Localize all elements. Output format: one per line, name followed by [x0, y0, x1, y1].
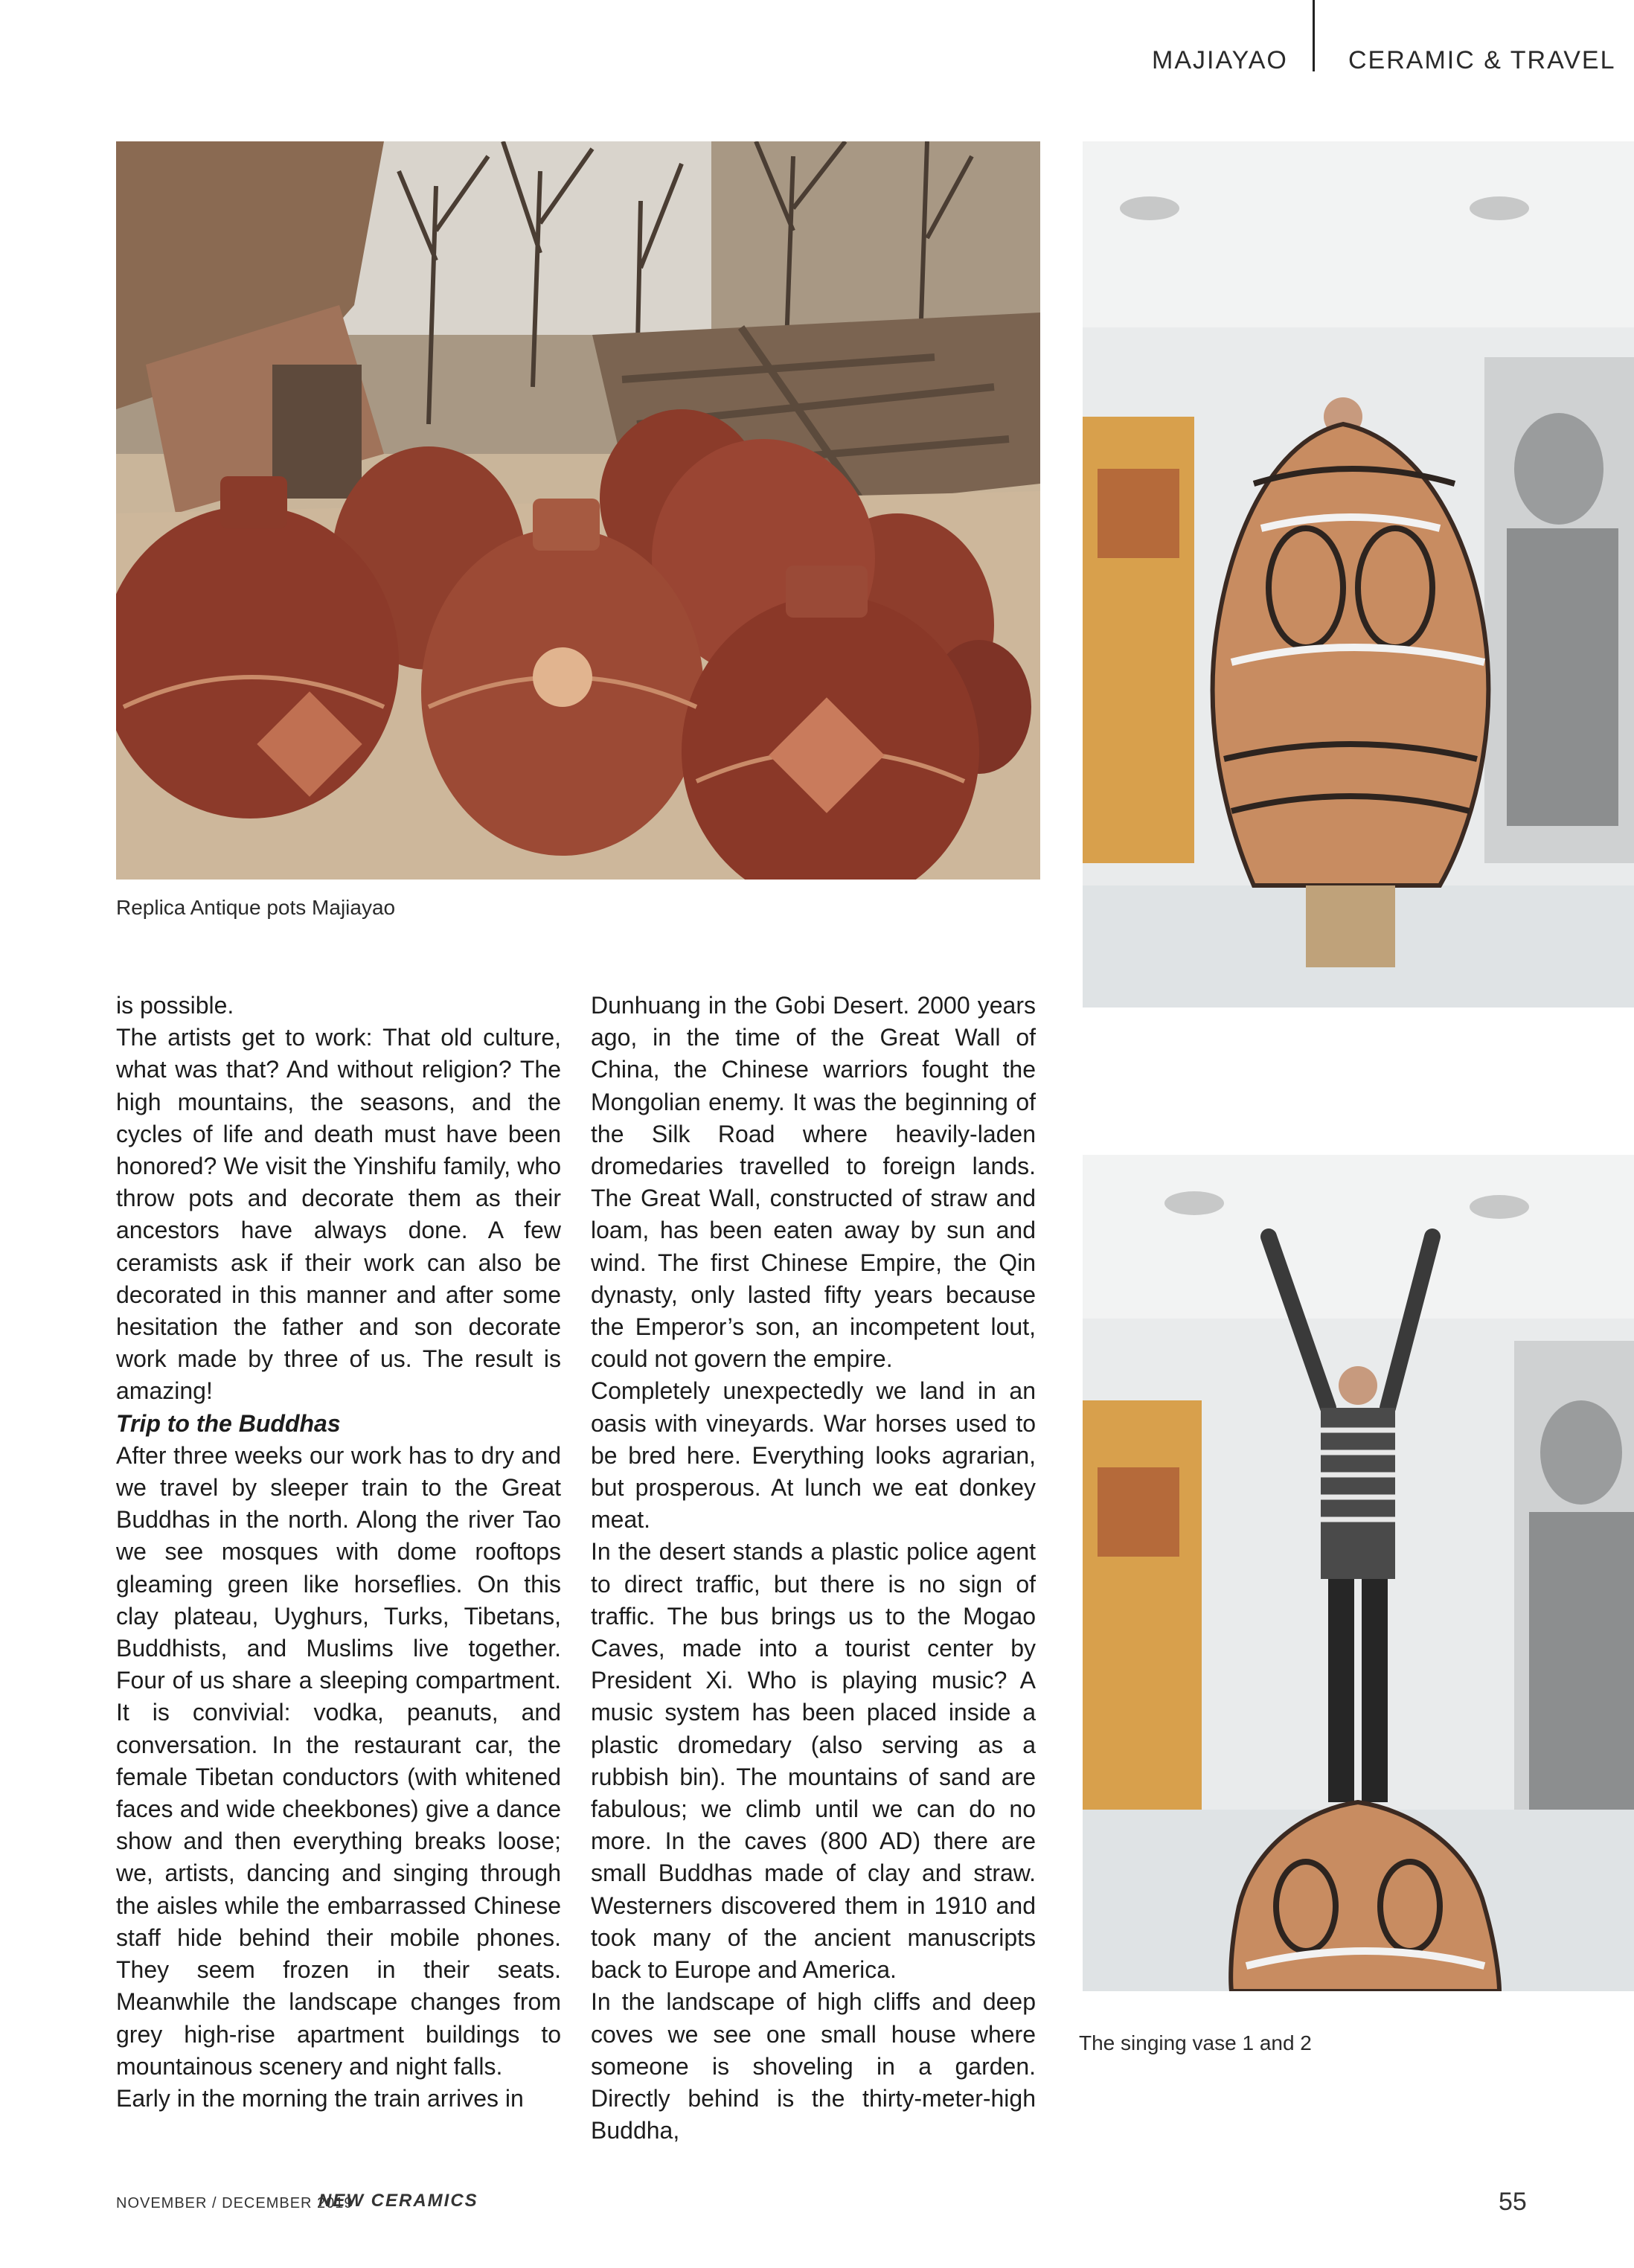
paragraph: After three weeks our work has to dry and we travel by sleeper train to the Great Buddhas in the north. Along the river Tao we see mosques with dome rooftops gleaming green like horseflies. On this clay plateau, Uyghurs, Turks, Tibetans, Buddhists, and Muslims live together. Four of us share a sleeping compartment. It is convivial: vodka, peanuts, and conversation. In the restaurant car, the female Tibetan conductors (with whitened faces and wide cheekbones) give a dance show and then everything breaks loose; we, artists, dancing and singing through the aisles while the embarrassed Chinese staff hide behind their mobile phones. They seem frozen in their seats. Meanwhile the landscape changes from grey high-rise apartment buildings to mountainous scenery and night falls. [116, 1441, 561, 2080]
article-column-left [116, 990, 561, 2115]
page-number: 55 [1499, 2188, 1527, 2216]
pots-photo-caption: Replica Antique pots Majiayao [116, 896, 396, 919]
singing-vase-photo-2 [1083, 1155, 1634, 1991]
paragraph: In the desert stands a plastic police agent to direct traffic, but there is no sign of traffic. The bus brings us to the Mogao Caves, made into a tourist center by President Xi. Who is playing music? A music system has been placed inside a plastic dromedary (also serving as a rubbish bin). The mountains of sand are fabulous; we climb until we can do no more. In the caves (800 AD) there are small Buddhas made of clay and straw. Westerners discovered them in 1910 and took many of the ancient manuscripts back to Europe and America. [591, 1538, 1036, 1984]
paragraph: Early in the morning the train arrives in [116, 2084, 524, 2112]
paragraph: Dunhuang in the Gobi Desert. 2000 years ago, in the time of the Great Wall of China, the Chinese warriors fought the Mongolian enemy. It was the beginning of the Silk Road where heavily-laden dromedaries travelled to foreign lands. The Great Wall, constructed of straw and loam, has been eaten away by sun and wind. The first Chinese Empire, the Qin dynasty, only lasted fifty years because the Emperor’s son, an incompetent lout, could not govern the empire. [591, 992, 1036, 1373]
vase-photo-caption: The singing vase 1 and 2 [1079, 2031, 1312, 2054]
replica-pots-photo [116, 141, 1040, 880]
paragraph: Completely unexpectedly we land in an oasis with vineyards. War horses used to be bred here. Everything looks agrarian, but prosperous. At lunch we eat donkey meat. [591, 1377, 1036, 1534]
section-label-right: CERAMIC & TRAVEL [1348, 46, 1616, 74]
paragraph: The artists get to work: That old culture, what was that? And without religion? The high mountains, the seasons, and the cycles of life and death must have been honored? We visit the Yinshifu family, who throw pots and decorate them as their ancestors have always done. A few ceramists ask if their work can also be decorated in this manner and after some hesitation the father and son decorate work made by three of us. The result is amazing! [116, 1024, 561, 1405]
article-column-right [591, 990, 1036, 2147]
paragraph: is possible. [116, 992, 234, 1019]
singing-vase-photo-1 [1083, 141, 1634, 1008]
footer-issue-date: NOVEMBER / DECEMBER 2019 [116, 2195, 353, 2211]
paragraph: In the landscape of high cliffs and deep coves we see one small house where someone is shoveling in a garden. Directly behind is the thirty-meter-high Buddha, [591, 1988, 1036, 2144]
header-divider [1313, 0, 1315, 71]
subheading-trip-to-the-buddhas: Trip to the Buddhas [116, 1409, 341, 1437]
section-label-left: MAJIAYAO [1152, 46, 1288, 74]
footer-magazine-logo: NEW CERAMICS [318, 2191, 478, 2211]
